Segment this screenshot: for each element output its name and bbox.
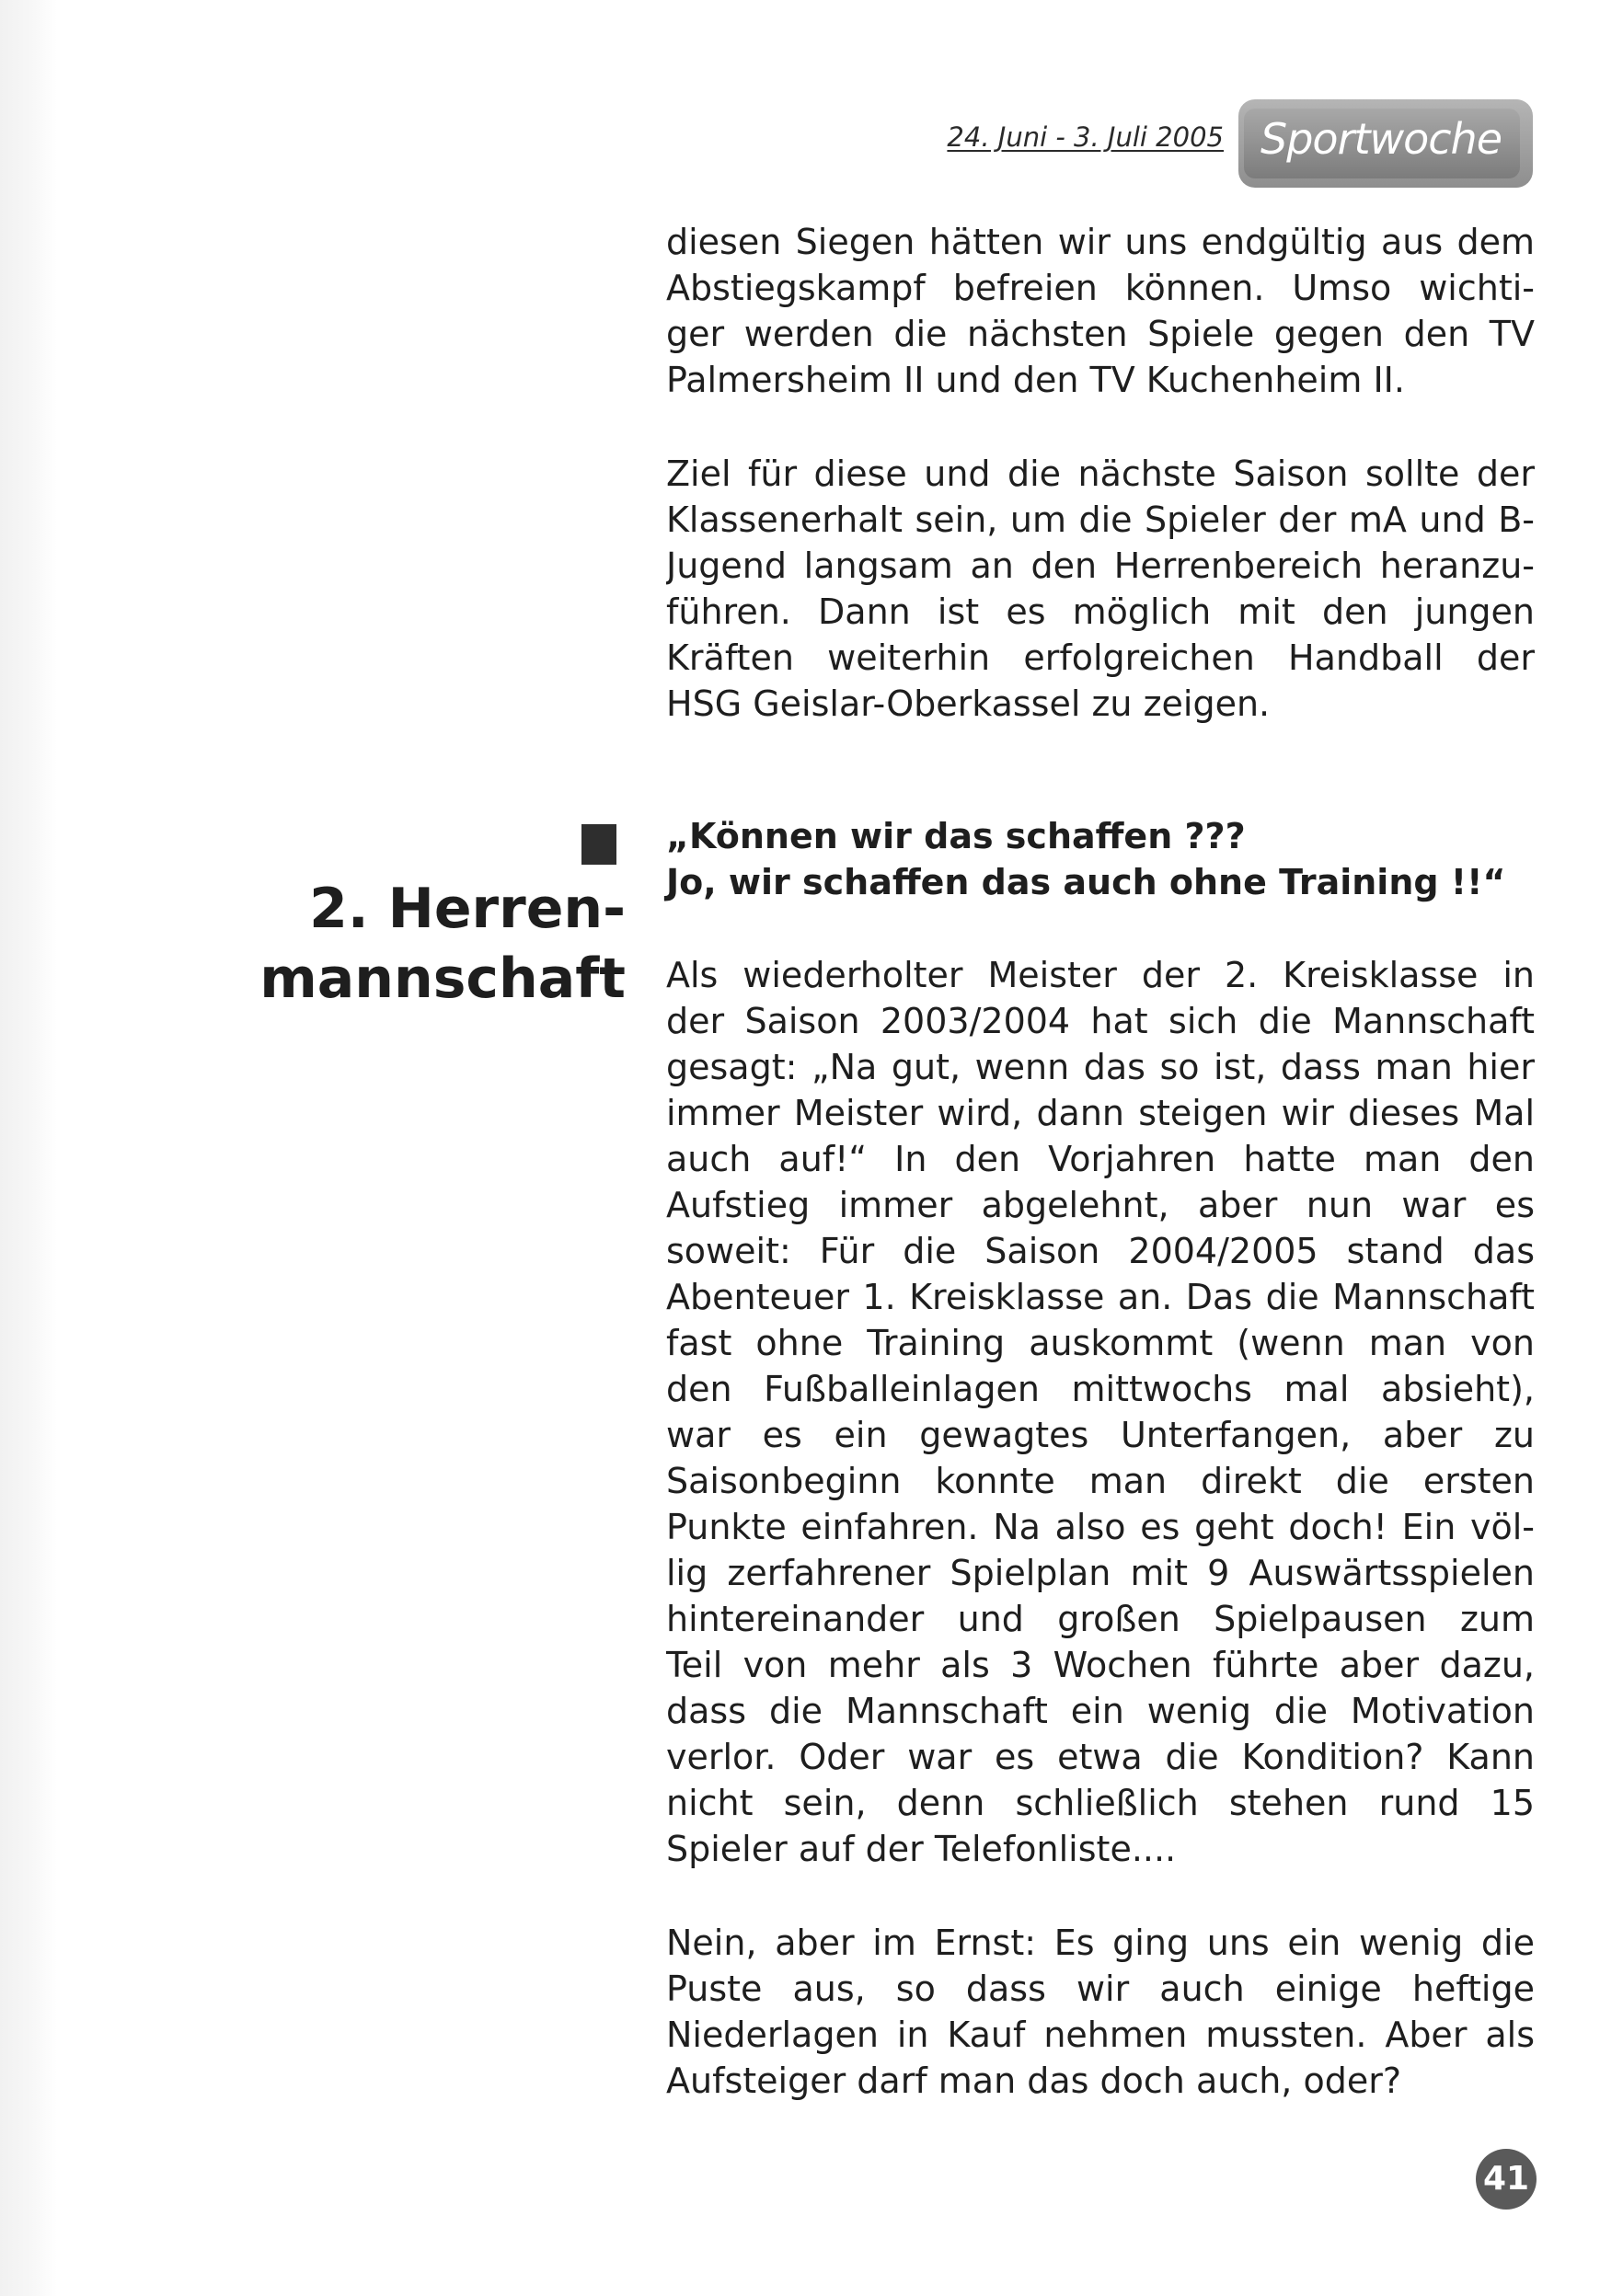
- section-paragraph-2: [666, 1920, 1535, 2104]
- text-line: auch auf!“ In den Vorjahren hatte man den: [666, 1139, 1535, 1179]
- text-line: Aufsteiger darf man das doch auch, oder?: [666, 2061, 1402, 2101]
- text-line: Teil von mehr als 3 Wochen führte aber dazu,: [666, 1645, 1535, 1685]
- text-line: Punkte einfahren. Na also es geht doch! Ein völ-: [666, 1507, 1535, 1547]
- section-title: [259, 874, 626, 1014]
- text-line: diesen Siegen hätten wir uns endgültig aus dem: [666, 222, 1535, 262]
- text-line: dass die Mannschaft ein wenig die Motivation: [666, 1691, 1535, 1731]
- text-line: Nein, aber im Ernst: Es ging uns ein wenig die: [666, 1923, 1535, 1963]
- text-line: Klassenerhalt sein, um die Spieler der mA und B-: [666, 499, 1535, 540]
- subheading-line-2: Jo, wir schaffen das auch ohne Training !!“: [666, 862, 1506, 902]
- text-line: den Fußballeinlagen mittwochs mal absieht),: [666, 1369, 1535, 1409]
- text-line: gesagt: „Na gut, wenn das so ist, dass man hier: [666, 1047, 1535, 1087]
- text-line: soweit: Für die Saison 2004/2005 stand das: [666, 1231, 1535, 1271]
- text-line: Palmersheim II und den TV Kuchenheim II.: [666, 360, 1405, 400]
- page-number-badge: 41: [1476, 2149, 1537, 2210]
- text-line: Abstiegskampf befreien können. Umso wichti-: [666, 268, 1535, 308]
- text-line: Kräften weiterhin erfolgreichen Handball der: [666, 637, 1535, 678]
- section-marker-square: [581, 824, 616, 865]
- text-line: Puste aus, so dass wir auch einige heftige: [666, 1969, 1535, 2009]
- text-line: nicht sein, denn schließlich stehen rund 15: [666, 1783, 1535, 1823]
- page-header: [902, 99, 1546, 188]
- text-line: Jugend langsam an den Herrenbereich heranzu-: [666, 545, 1535, 586]
- subheading-line-1: „Können wir das schaffen ???: [666, 816, 1246, 856]
- section-paragraph-1: [666, 952, 1535, 1872]
- text-line: ger werden die nächsten Spiele gegen den TV: [666, 314, 1535, 354]
- text-line: hintereinander und großen Spielpausen zum: [666, 1599, 1535, 1639]
- text-line: fast ohne Training auskommt (wenn man von: [666, 1323, 1535, 1363]
- text-line: Als wiederholter Meister der 2. Kreisklasse in: [666, 955, 1535, 995]
- text-line: Abenteuer 1. Kreisklasse an. Das die Mannschaft: [666, 1277, 1535, 1317]
- text-line: HSG Geislar-Oberkassel zu zeigen.: [666, 683, 1271, 724]
- section-title-line-2: mannschaft: [259, 947, 626, 1011]
- text-line: Ziel für diese und die nächste Saison sollte der: [666, 453, 1535, 494]
- text-line: Saisonbeginn konnte man direkt die ersten: [666, 1461, 1535, 1501]
- section-title-line-1: 2. Herren-: [309, 877, 626, 941]
- section-subheading: [666, 813, 1535, 905]
- scan-edge-shadow: [0, 0, 57, 2296]
- text-line: Niederlagen in Kauf nehmen mussten. Aber als: [666, 2015, 1535, 2055]
- text-line: lig zerfahrener Spielplan mit 9 Auswärtsspielen: [666, 1553, 1535, 1593]
- text-line: führen. Dann ist es möglich mit den jungen: [666, 591, 1535, 632]
- publication-name: Sportwoche: [1260, 114, 1502, 164]
- text-line: der Saison 2003/2004 hat sich die Mannschaft: [666, 1001, 1535, 1041]
- text-line: immer Meister wird, dann steigen wir dieses Mal: [666, 1093, 1535, 1133]
- text-line: Spieler auf der Telefonliste....: [666, 1829, 1177, 1869]
- header-date-range: 24. Juni - 3. Juli 2005: [947, 121, 1224, 153]
- text-line: Aufstieg immer abgelehnt, aber nun war es: [666, 1185, 1535, 1225]
- text-line: war es ein gewagtes Unterfangen, aber zu: [666, 1415, 1535, 1455]
- text-line: verlor. Oder war es etwa die Kondition? Kann: [666, 1737, 1535, 1777]
- intro-paragraph-2: [666, 451, 1535, 727]
- intro-paragraph-1: [666, 219, 1535, 403]
- publication-badge: [1238, 99, 1533, 188]
